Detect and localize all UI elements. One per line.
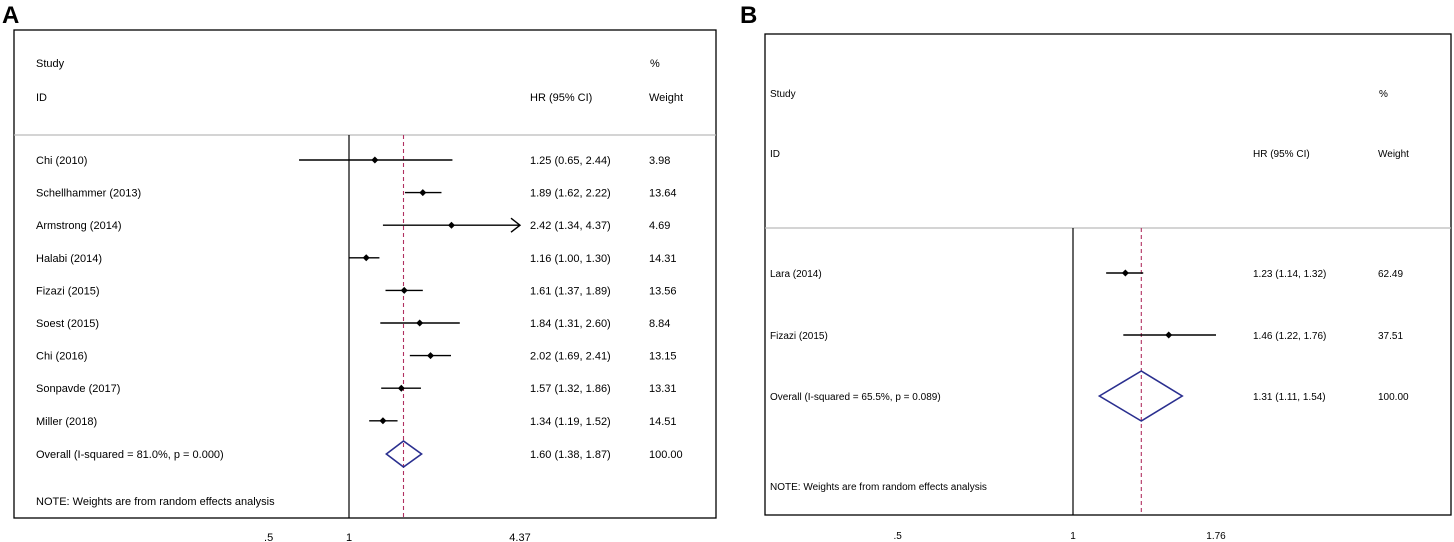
panel-a-x-tick-label: 1: [345, 532, 353, 542]
panel-b-study-label: Fizazi (2015): [770, 331, 828, 342]
panel-a-x-tick-label: .5: [264, 532, 274, 542]
panel-a-study-weight: 13.31: [649, 383, 677, 396]
panel-a-point-estimate: [371, 157, 378, 164]
panel-a-point-estimate: [401, 287, 408, 294]
panel-a-study-weight: 14.31: [649, 252, 677, 265]
panel-b-x-tick-label: 1.76: [1206, 531, 1226, 542]
panel-a-study-label: Halabi (2014): [36, 252, 103, 265]
panel-b-overall-label: Overall (I-squared = 65.5%, p = 0.089): [770, 392, 941, 403]
panel-b-study-label: Lara (2014): [770, 269, 822, 280]
panel-a-overall-hr-text: 1.60 (1.38, 1.87): [530, 449, 611, 461]
panel-a-header-id: ID: [36, 92, 47, 104]
panel-a-point-estimate: [427, 352, 434, 359]
panel-a-study-hr-text: 1.25 (0.65, 2.44): [530, 155, 611, 167]
panel-b-overall-weight: 100.00: [1378, 392, 1409, 403]
panel-b-header-hr: HR (95% CI): [1253, 149, 1310, 160]
panel-b-header-pct: %: [1379, 89, 1388, 100]
panel-a-point-estimate: [416, 320, 423, 327]
panel-a-study-weight: 14.51: [649, 415, 677, 428]
panel-b-study-hr-text: 1.46 (1.22, 1.76): [1253, 331, 1327, 342]
panel-a-study-hr-text: 1.57 (1.32, 1.86): [530, 383, 611, 396]
panel-a-study-label: Chi (2016): [36, 350, 88, 363]
panel-b-study-weight: 62.49: [1378, 269, 1404, 280]
panel-b-label: B: [740, 2, 758, 29]
panel-a-study-label: Soest (2015): [36, 318, 99, 330]
panel-a-study-weight: 4.69: [649, 220, 671, 233]
panel-b-study-hr-text: 1.23 (1.14, 1.32): [1253, 269, 1327, 280]
panel-a-plot-frame: [14, 30, 716, 518]
panel-a-study-label: Chi (2010): [36, 155, 88, 167]
panel-b-study-weight: 37.51: [1378, 331, 1404, 342]
panel-a-study-label: Armstrong (2014): [36, 220, 122, 233]
panel-a-weights-note: NOTE: Weights are from random effects analysis: [36, 496, 275, 508]
panel-b-plot-frame: [765, 34, 1451, 515]
panel-a-study-weight: 3.98: [649, 155, 671, 167]
panel-a-overall-label: Overall (I-squared = 81.0%, p = 0.000): [36, 449, 224, 461]
panel-a-study-hr-text: 1.34 (1.19, 1.52): [530, 415, 611, 428]
panel-a-study-hr-text: 1.61 (1.37, 1.89): [530, 285, 611, 298]
panel-a-study-weight: 13.15: [649, 350, 677, 363]
panel-b-x-tick-label: .5: [893, 531, 902, 542]
panel-a-x-tick-label: 4.37: [509, 532, 531, 542]
panel-a-study-hr-text: 2.42 (1.34, 4.37): [530, 220, 611, 233]
panel-a-study-hr-text: 1.84 (1.31, 2.60): [530, 318, 611, 330]
panel-a-overall-weight: 100.00: [649, 449, 683, 461]
panel-a-point-estimate: [419, 189, 426, 196]
panel-a-study-weight: 13.56: [649, 285, 677, 298]
panel-a-study-hr-text: 2.02 (1.69, 2.41): [530, 350, 611, 363]
panel-a-study-weight: 13.64: [649, 187, 677, 200]
panel-a-study-label: Sonpavde (2017): [36, 383, 121, 396]
panel-a-header-hr: HR (95% CI): [530, 92, 593, 104]
panel-b-overall-hr-text: 1.31 (1.11, 1.54): [1253, 392, 1326, 403]
panel-b-point-estimate: [1122, 270, 1129, 277]
panel-b-header-study: Study: [770, 89, 796, 100]
panel-a-study-label: Miller (2018): [36, 415, 98, 428]
panel-a-study-weight: 8.84: [649, 318, 671, 330]
panel-a-point-estimate: [448, 222, 455, 229]
panel-a-header-study: Study: [36, 58, 65, 70]
panel-b-x-tick-label: 1: [1070, 531, 1076, 542]
panel-b-point-estimate: [1165, 332, 1172, 339]
panel-a-study-hr-text: 1.16 (1.00, 1.30): [530, 252, 611, 265]
panel-a-study-label: Fizazi (2015): [36, 285, 100, 298]
panel-a-header-pct: %: [650, 58, 660, 70]
panel-b-header-weight: Weight: [1378, 149, 1409, 160]
panel-a-point-estimate: [379, 417, 386, 424]
panel-a-study-label: Schellhammer (2013): [36, 187, 142, 200]
panel-a-header-weight: Weight: [649, 92, 684, 104]
panel-b-header-id: ID: [770, 149, 780, 160]
panel-b-weights-note: NOTE: Weights are from random effects analysis: [770, 482, 987, 493]
panel-a-label: A: [2, 2, 20, 29]
panel-a-study-hr-text: 1.89 (1.62, 2.22): [530, 187, 611, 200]
panel-a-point-estimate: [363, 254, 370, 261]
